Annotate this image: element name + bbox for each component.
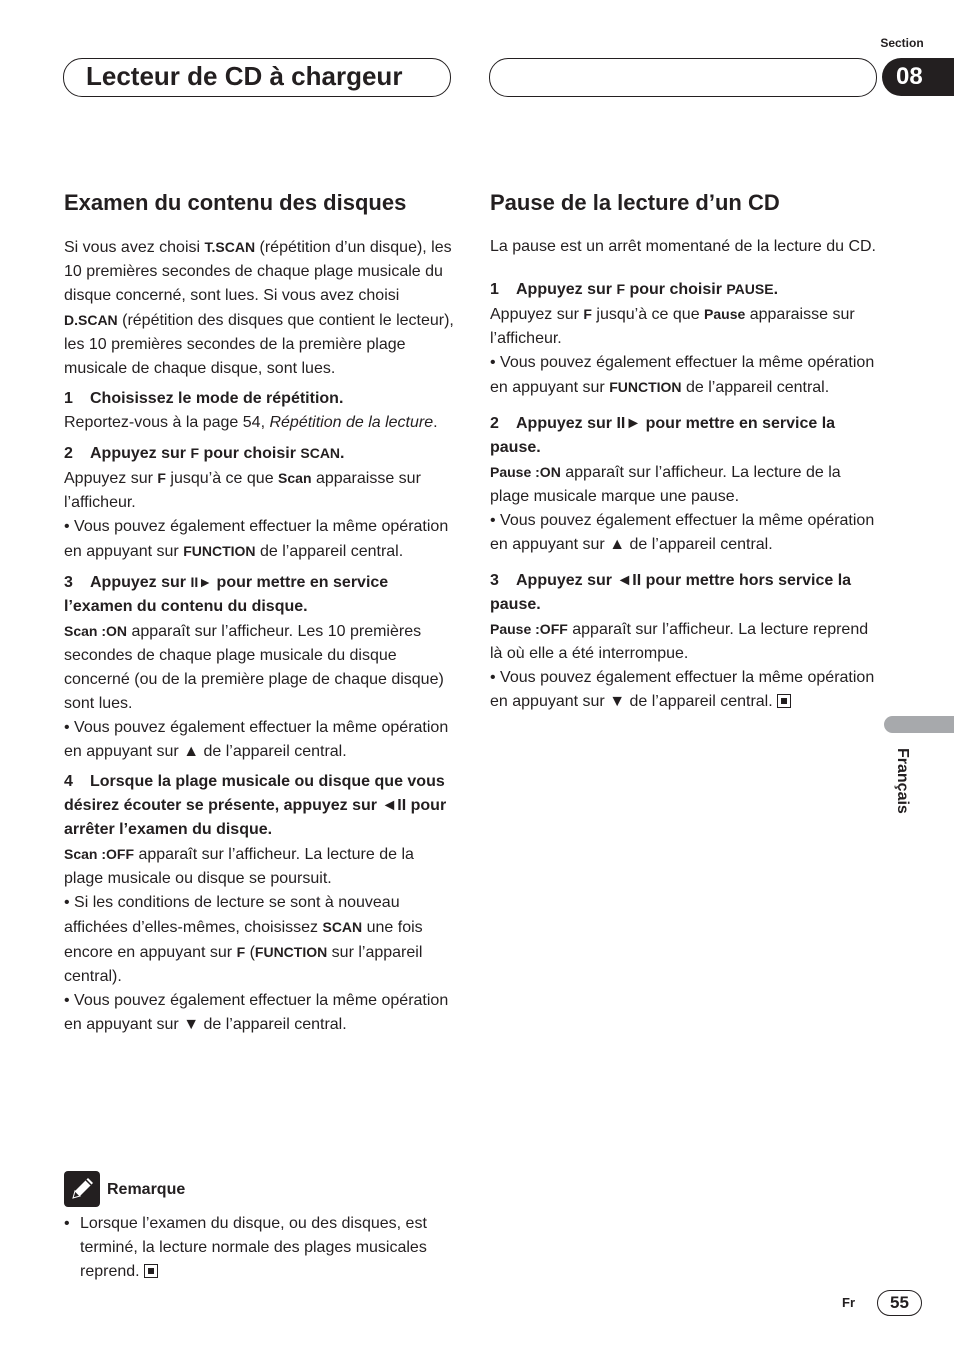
section-label: Section — [880, 36, 924, 50]
text-run: apparaisse sur l’afficheur. — [490, 306, 855, 347]
text-run: II► — [190, 574, 213, 590]
step-body — [490, 617, 876, 666]
step-body — [64, 842, 456, 891]
page-number: 55 — [877, 1290, 922, 1316]
text-run: sur l’appareil central). — [64, 944, 423, 985]
text-run: F — [583, 306, 592, 322]
text-run: SCAN — [322, 919, 363, 935]
step-body — [64, 466, 456, 515]
step-title: Choisissez le mode de répétition. — [90, 390, 344, 407]
step-body — [64, 411, 456, 435]
text-run: apparaît sur l’afficheur. La lecture de la plage musicale ou disque se poursuit. — [64, 846, 414, 887]
text-run: . — [433, 414, 438, 431]
text-run: de l’appareil central. — [681, 379, 830, 396]
step-number: 2 — [64, 445, 73, 462]
text-run: • Vous pouvez également effectuer la même opération en appuyant sur ▲ de l’appareil central. — [490, 512, 875, 553]
text-run: jusqu’à ce que — [591, 306, 705, 323]
text-run: Appuyez sur — [90, 445, 191, 462]
step-bullet — [64, 515, 456, 564]
text-run: Pause :ON — [490, 464, 561, 480]
text-run: FUNCTION — [254, 944, 328, 960]
language-tab-label: Français — [894, 748, 911, 814]
step-number: 1 — [64, 390, 73, 407]
right-heading: Pause de la lecture d’un CD — [490, 190, 780, 215]
text-run: F — [190, 445, 200, 461]
step-bullet — [490, 666, 876, 714]
text-run: (répétition des disques que contient le lecteur), les 10 premières secondes de la première plage musicale de chaque disque, sont lues. — [64, 312, 454, 377]
text-run: F — [616, 281, 626, 297]
text-run: PAUSE — [726, 281, 774, 297]
step-title — [516, 281, 778, 298]
step-body — [64, 619, 456, 716]
step-number: 1 — [490, 281, 499, 298]
text-run: FUNCTION — [183, 543, 256, 559]
text-run: pour choisir — [625, 281, 727, 298]
step-bullet — [64, 891, 456, 989]
header-blank-frame — [489, 58, 877, 97]
text-run: pour choisir — [199, 445, 301, 462]
step-bullet — [64, 716, 456, 764]
text-run: • Vous pouvez également effectuer la même opération en appuyant sur ▲ de l’appareil central. — [64, 719, 449, 760]
text-run: • Vous pouvez également effectuer la même opération en appuyant sur ▼ de l’appareil central. — [64, 992, 449, 1033]
end-square-icon — [777, 694, 791, 708]
text-run: Scan — [278, 470, 312, 486]
text-run: SCAN — [300, 445, 341, 461]
step-body — [490, 460, 876, 509]
text-run: (répétition d’un disque), les 10 premières secondes de chaque plage musicale du disque concerné, sont lues. Si vous avez choisi — [64, 239, 452, 304]
text-run: F — [236, 944, 246, 960]
text-run: apparaît sur l’afficheur. La lecture de la plage musicale marque une pause. — [490, 464, 841, 505]
end-square-icon — [144, 1264, 158, 1278]
text-run: Scan :OFF — [64, 846, 135, 862]
pencil-note-icon — [64, 1171, 100, 1207]
text-run: Si vous avez choisi — [64, 239, 205, 256]
language-tab-marker — [884, 716, 954, 733]
text-run: Appuyez sur — [90, 574, 191, 591]
language-code: Fr — [842, 1295, 855, 1310]
text-run: F — [157, 470, 166, 486]
text-run: pour mettre en service l’examen du contenu du disque. — [64, 574, 389, 615]
left-intro — [64, 235, 456, 381]
step-title — [64, 574, 388, 615]
text-run: • Vous pouvez également effectuer la même opération en appuyant sur — [64, 518, 449, 560]
text-run: Appuyez sur II► pour mettre en service la pause. — [490, 415, 836, 456]
text-run: Appuyez sur — [64, 470, 158, 487]
note-bullet: • — [64, 1215, 70, 1232]
text-run: Appuyez sur — [490, 306, 584, 323]
text-run: Reportez-vous à la page 54, — [64, 414, 270, 431]
step-number: 4 — [64, 773, 73, 790]
left-column — [64, 235, 456, 1037]
step-bullet — [490, 351, 876, 400]
text-run: . — [340, 445, 345, 462]
text-run: de l’appareil central. — [255, 543, 404, 560]
text-run: apparaît sur l’afficheur. La lecture reprend là où elle a été interrompue. — [490, 621, 869, 662]
right-intro — [490, 235, 876, 259]
text-run: jusqu’à ce que — [165, 470, 279, 487]
text-run: Pause :OFF — [490, 621, 568, 637]
text-run: • Vous pouvez également effectuer la même opération en appuyant sur ▼ de l’appareil central. — [490, 669, 875, 710]
left-heading: Examen du contenu des disques — [64, 190, 407, 215]
step-bullet-text — [490, 669, 874, 710]
step-body — [490, 302, 876, 351]
text-run: Appuyez sur ◄II pour mettre hors service la pause. — [490, 572, 852, 613]
text-run: • Si les conditions de lecture se sont à nouveau affichées d’elles-mêmes, choisissez — [64, 894, 400, 936]
text-run: La pause est un arrêt momentané de la lecture du CD. — [490, 238, 876, 255]
text-run: T.SCAN — [204, 239, 256, 255]
step-bullet — [64, 989, 456, 1037]
section-number-badge: 08 — [882, 58, 954, 96]
step-title — [64, 773, 446, 838]
step-number: 3 — [64, 574, 73, 591]
step-number: 3 — [490, 572, 499, 589]
text-run: . — [773, 281, 779, 298]
note-text: Lorsque l’examen du disque, ou des disques, est terminé, la lecture normale des plages musicales reprend. — [80, 1215, 427, 1280]
text-run: Lorsque la plage musicale ou disque que vous désirez écouter se présente, appuyez sur ◄II pour arrêter l’examen du disque. — [64, 773, 447, 838]
text-run: ( — [245, 944, 255, 961]
text-run: apparaisse sur l’afficheur. — [64, 470, 421, 511]
step-number: 2 — [490, 415, 499, 432]
step-bullet — [490, 509, 876, 557]
text-run: Répétition de la lecture — [269, 414, 434, 431]
step-title — [90, 445, 345, 462]
text-run: Pause — [704, 306, 746, 322]
step-title — [490, 572, 851, 613]
text-run: Scan :ON — [64, 623, 128, 639]
text-run: apparaît sur l’afficheur. Les 10 premières secondes de chaque plage musicale du disque concerné (ou de la première plage de chaque disque) sont lues. — [64, 623, 444, 712]
step-title — [490, 415, 835, 456]
text-run: FUNCTION — [609, 379, 682, 395]
page-header-title: Lecteur de CD à chargeur — [86, 61, 403, 91]
text-run: • Vous pouvez également effectuer la même opération en appuyant sur — [490, 354, 875, 396]
text-run: Appuyez sur — [516, 281, 617, 298]
text-run: une fois encore en appuyant sur — [64, 919, 423, 961]
right-column — [490, 235, 876, 714]
text-run: D.SCAN — [64, 312, 118, 328]
note-body — [64, 1212, 449, 1284]
note-title: Remarque — [107, 1181, 186, 1198]
